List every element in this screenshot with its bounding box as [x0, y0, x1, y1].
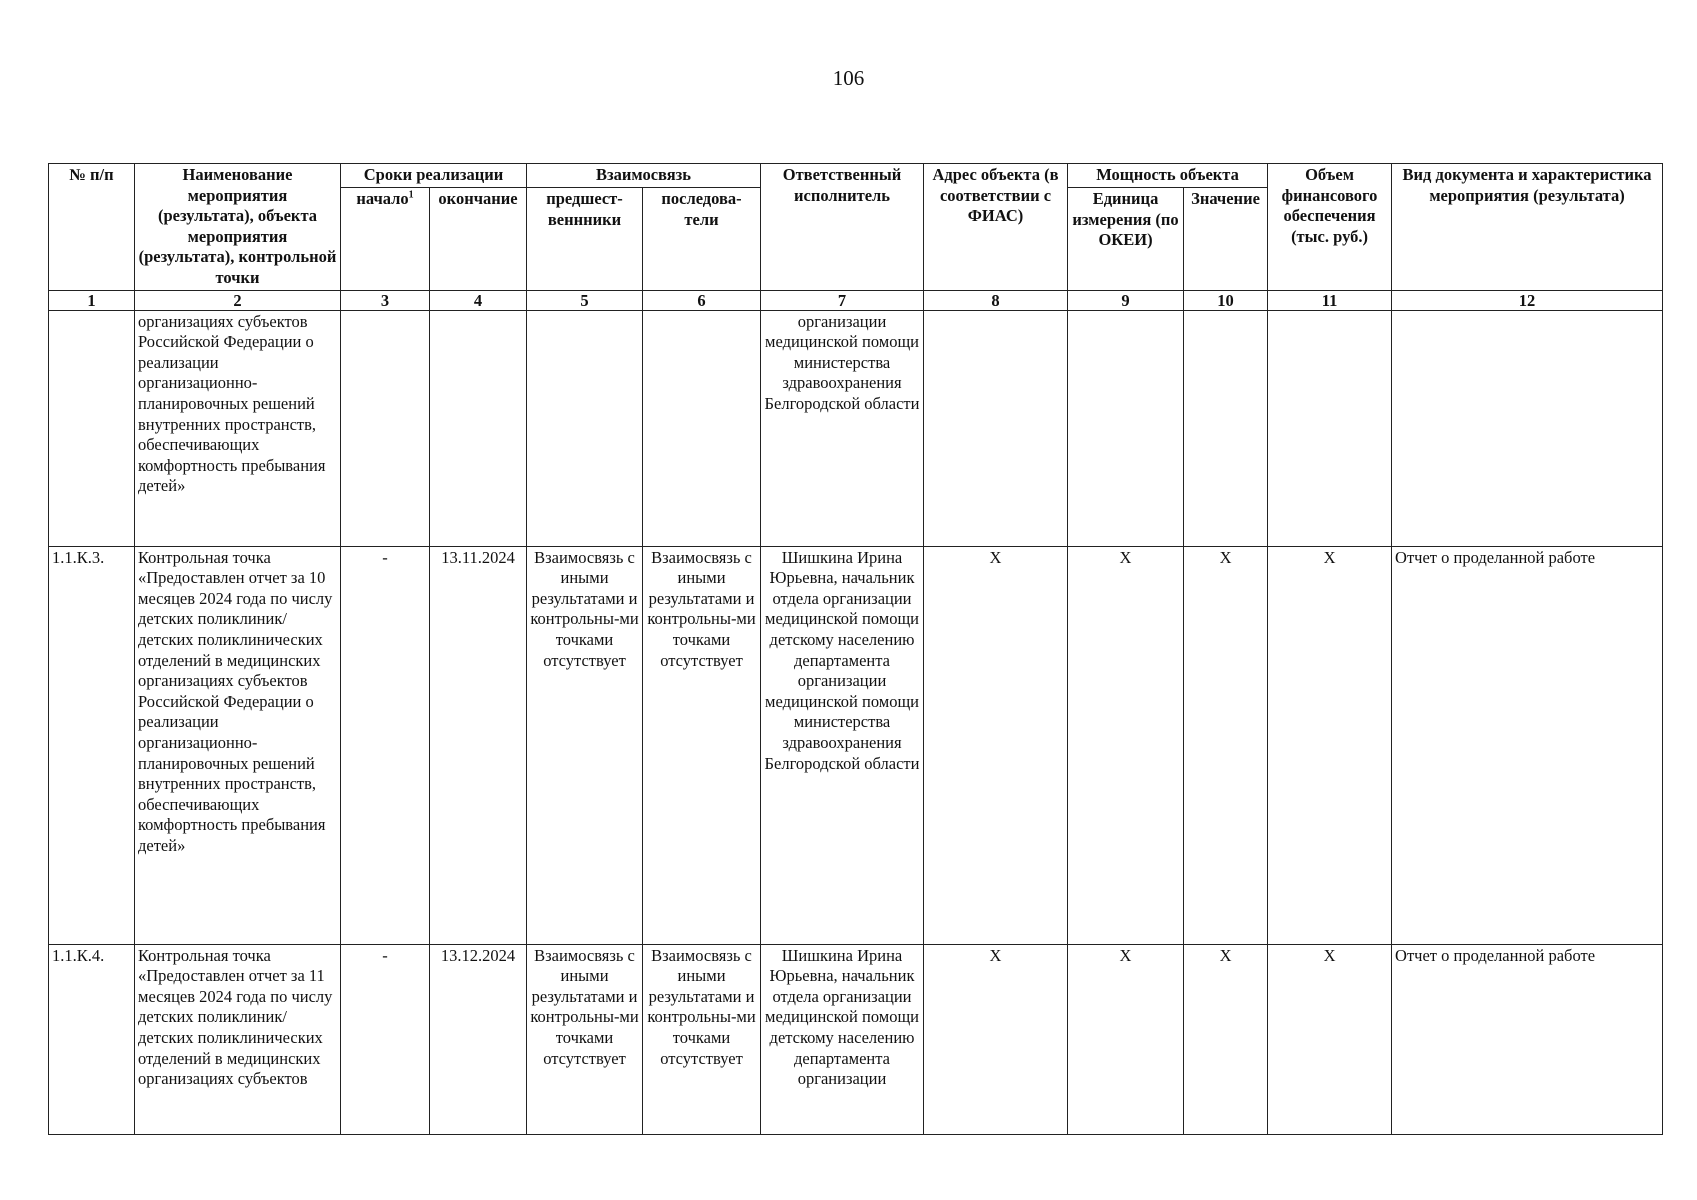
row-start — [341, 310, 430, 546]
col-number: 6 — [643, 290, 761, 310]
header-name: Наименование мероприятия (результата), объекта мероприятия (результата), контрольной точки — [135, 164, 341, 291]
row-num: 1.1.К.3. — [49, 546, 135, 944]
col-number: 12 — [1392, 290, 1663, 310]
row-address — [924, 310, 1068, 546]
col-number: 10 — [1184, 290, 1268, 310]
header-successors: последова-тели — [643, 188, 761, 290]
header-start-label: начало — [356, 189, 409, 209]
row-unit — [1068, 310, 1184, 546]
header-start-footnote: 1 — [408, 189, 414, 201]
col-number: 2 — [135, 290, 341, 310]
row-predecessors: Взаимосвязь с иными результатами и контрольны-ми точками отсутствует — [527, 944, 643, 1134]
header-value: Значение — [1184, 188, 1268, 290]
header-predecessors: предшест-веннники — [527, 188, 643, 290]
row-responsible: Шишкина Ирина Юрьевна, начальник отдела организации медицинской помощи детскому населению департамента организации медицинской помощи министерства здравоохранения Белгородской области — [761, 546, 924, 944]
column-numbers-row — [49, 290, 1663, 310]
row-predecessors — [527, 310, 643, 546]
row-successors: Взаимосвязь с иными результатами и контрольны-ми точками отсутствует — [643, 546, 761, 944]
header-num: № п/п — [49, 164, 135, 291]
table-row — [49, 546, 1663, 944]
header-doc: Вид документа и характеристика мероприятия (результата) — [1392, 164, 1663, 291]
row-address: X — [924, 546, 1068, 944]
header-responsible: Ответственный исполнитель — [761, 164, 924, 291]
table-row — [49, 944, 1663, 1134]
row-end — [430, 310, 527, 546]
page-number: 106 — [832, 66, 865, 90]
header-row-1 — [49, 164, 1663, 188]
row-num — [49, 310, 135, 546]
col-number: 1 — [49, 290, 135, 310]
row-start: - — [341, 546, 430, 944]
row-successors: Взаимосвязь с иными результатами и контрольны-ми точками отсутствует — [643, 944, 761, 1134]
header-address: Адрес объекта (в соответствии с ФИАС) — [924, 164, 1068, 291]
header-start — [341, 188, 430, 290]
header-terms: Сроки реализации — [341, 164, 527, 188]
row-doc: Отчет о проделанной работе — [1392, 944, 1663, 1134]
header-end: окончание — [430, 188, 527, 290]
row-finance: X — [1268, 546, 1392, 944]
row-name: организациях субъектов Российской Федерации о реализации организационно-планировочных решений внутренних пространств, обеспечивающих комфортность пребывания детей» — [135, 310, 341, 546]
row-name: Контрольная точка «Предоставлен отчет за 10 месяцев 2024 года по числу детских поликлиник/детских поликлинических отделений в медицинских организациях субъектов Российской Федерации о реализации организационно-планировочных решений внутренних пространств, обеспечивающих комфортность пребывания детей» — [135, 546, 341, 944]
row-responsible: организации медицинской помощи министерства здравоохранения Белгородской области — [761, 310, 924, 546]
col-number: 9 — [1068, 290, 1184, 310]
row-doc — [1392, 310, 1663, 546]
col-number: 8 — [924, 290, 1068, 310]
col-number: 5 — [527, 290, 643, 310]
row-value: X — [1184, 944, 1268, 1134]
row-doc: Отчет о проделанной работе — [1392, 546, 1663, 944]
activities-table — [48, 163, 1663, 1135]
table-row — [49, 310, 1663, 546]
col-number: 7 — [761, 290, 924, 310]
row-value — [1184, 310, 1268, 546]
row-end: 13.11.2024 — [430, 546, 527, 944]
col-number: 4 — [430, 290, 527, 310]
row-finance — [1268, 310, 1392, 546]
col-number: 11 — [1268, 290, 1392, 310]
row-finance: X — [1268, 944, 1392, 1134]
row-successors — [643, 310, 761, 546]
header-relation: Взаимосвязь — [527, 164, 761, 188]
row-responsible: Шишкина Ирина Юрьевна, начальник отдела организации медицинской помощи детскому населению департамента организации — [761, 944, 924, 1134]
row-end: 13.12.2024 — [430, 944, 527, 1134]
header-capacity: Мощность объекта — [1068, 164, 1268, 188]
row-predecessors: Взаимосвязь с иными результатами и контрольны-ми точками отсутствует — [527, 546, 643, 944]
header-unit: Единица измерения (по ОКЕИ) — [1068, 188, 1184, 290]
row-num: 1.1.К.4. — [49, 944, 135, 1134]
row-name: Контрольная точка «Предоставлен отчет за 11 месяцев 2024 года по числу детских поликлиник/детских поликлинических отделений в медицинских организациях субъектов — [135, 944, 341, 1134]
row-unit: X — [1068, 546, 1184, 944]
row-value: X — [1184, 546, 1268, 944]
row-address: X — [924, 944, 1068, 1134]
col-number: 3 — [341, 290, 430, 310]
row-start: - — [341, 944, 430, 1134]
header-finance: Объем финансового обеспечения (тыс. руб.) — [1268, 164, 1392, 291]
row-unit: X — [1068, 944, 1184, 1134]
